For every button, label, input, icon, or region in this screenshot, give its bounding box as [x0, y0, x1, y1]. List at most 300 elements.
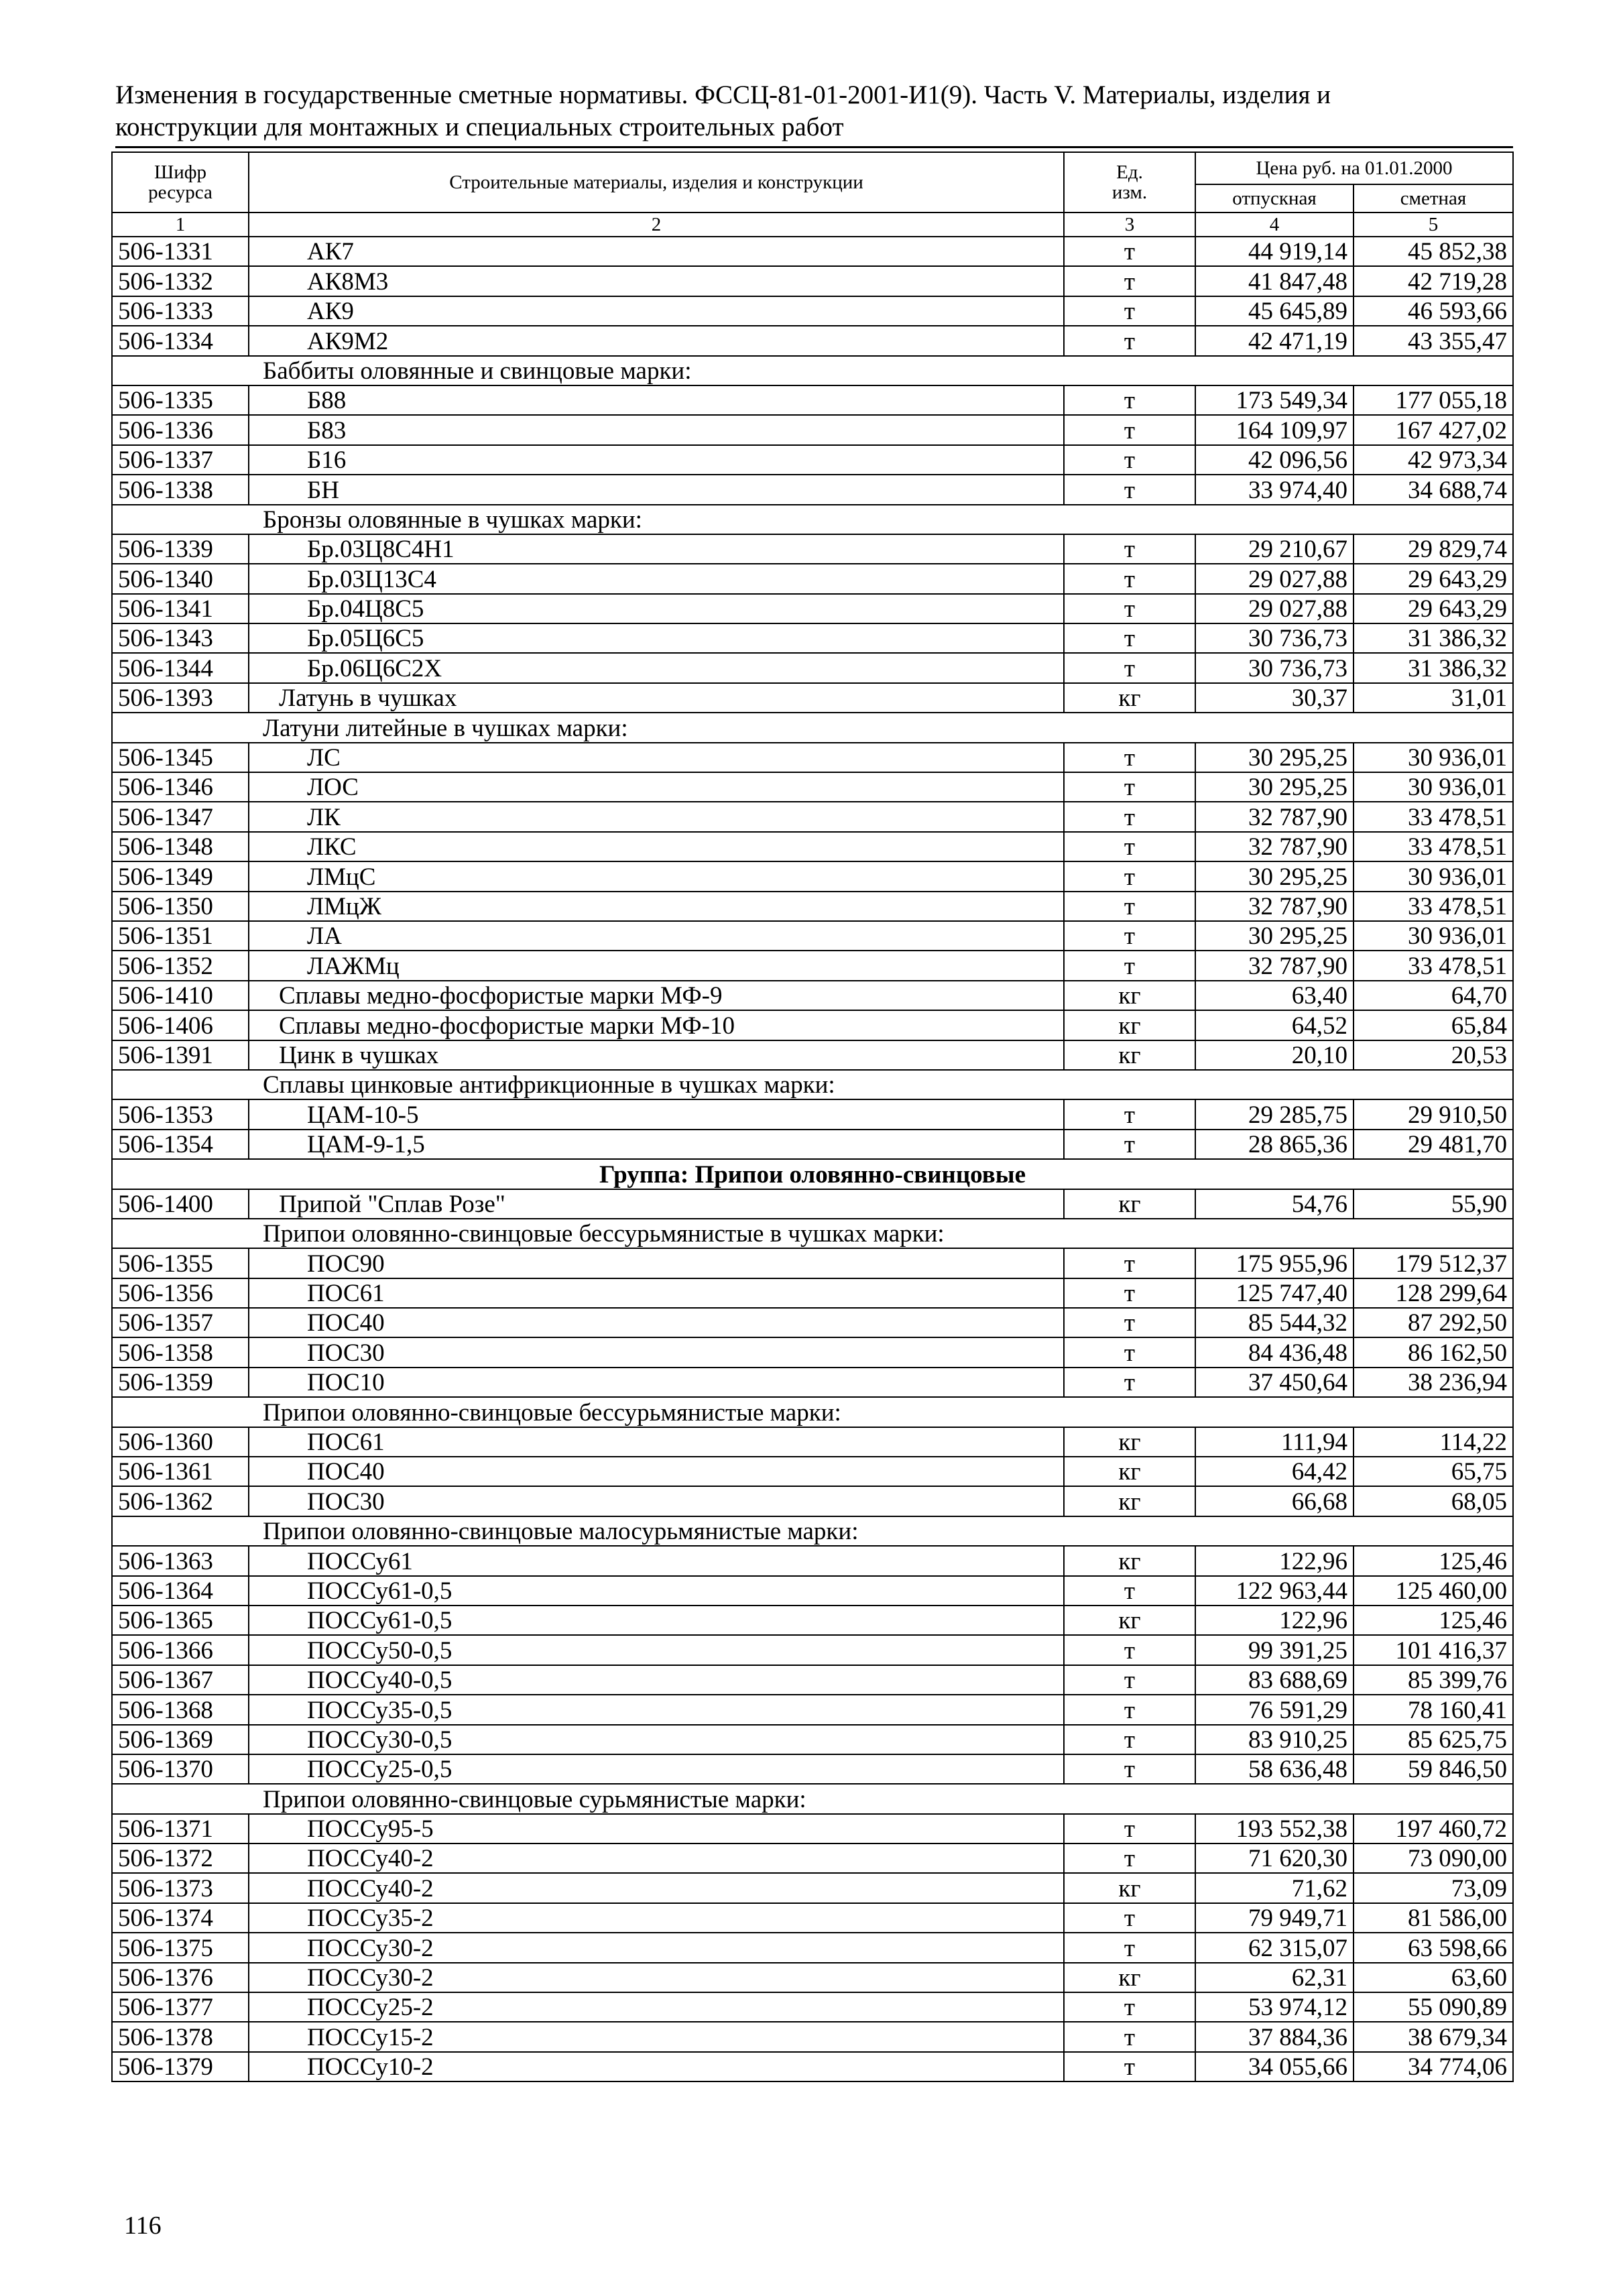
unit-of-measure: кг	[1064, 1189, 1195, 1219]
estimate-price: 43 355,47	[1354, 326, 1513, 355]
unit-of-measure: кг	[1064, 1486, 1195, 1516]
estimate-price: 29 643,29	[1354, 594, 1513, 623]
resource-code: 506-1367	[112, 1665, 249, 1695]
resource-code: 506-1346	[112, 772, 249, 802]
material-name: ПОС30	[249, 1337, 1064, 1367]
resource-code: 506-1371	[112, 1814, 249, 1844]
resource-code: 506-1333	[112, 296, 249, 326]
table-row	[112, 1457, 1513, 1486]
release-price: 79 949,71	[1195, 1903, 1354, 1933]
unit-of-measure: т	[1064, 1665, 1195, 1695]
release-price: 37 884,36	[1195, 2022, 1354, 2051]
table-row	[112, 1695, 1513, 1724]
estimate-price: 197 460,72	[1354, 1814, 1513, 1844]
section-heading-row	[112, 356, 1513, 385]
estimate-price: 87 292,50	[1354, 1308, 1513, 1337]
unit-column-header	[1064, 152, 1195, 213]
table-row	[112, 832, 1513, 861]
estimate-price: 63 598,66	[1354, 1933, 1513, 1962]
estimate-price: 177 055,18	[1354, 385, 1513, 415]
release-price: 30,37	[1195, 683, 1354, 713]
table-row	[112, 921, 1513, 951]
unit-of-measure: т	[1064, 1992, 1195, 2022]
material-name: Бр.03Ц8С4Н1	[249, 534, 1064, 564]
release-price: 58 636,48	[1195, 1754, 1354, 1784]
estimate-price: 45 852,38	[1354, 237, 1513, 266]
estimate-price: 31 386,32	[1354, 653, 1513, 682]
material-name: ПОССу30-0,5	[249, 1725, 1064, 1754]
table-row	[112, 1933, 1513, 1962]
resource-code: 506-1344	[112, 653, 249, 682]
material-name: АК8М3	[249, 266, 1064, 296]
release-price: 84 436,48	[1195, 1337, 1354, 1367]
estimate-price: 42 973,34	[1354, 445, 1513, 475]
material-name: ПОССу95-5	[249, 1814, 1064, 1844]
resource-code: 506-1348	[112, 832, 249, 861]
estimate-price: 42 719,28	[1354, 266, 1513, 296]
unit-of-measure: т	[1064, 1337, 1195, 1367]
release-price: 42 096,56	[1195, 445, 1354, 475]
estimate-price: 33 478,51	[1354, 892, 1513, 921]
table-row	[112, 475, 1513, 504]
release-price: 76 591,29	[1195, 1695, 1354, 1724]
resource-code: 506-1376	[112, 1963, 249, 1992]
material-name: Сплавы медно-фосфористые марки МФ-9	[249, 981, 1064, 1010]
estimate-price: 125 460,00	[1354, 1576, 1513, 1606]
unit-of-measure: т	[1064, 772, 1195, 802]
table-row	[112, 1844, 1513, 1873]
unit-of-measure: кг	[1064, 1963, 1195, 1992]
unit-of-measure: т	[1064, 892, 1195, 921]
estimate-price: 114,22	[1354, 1427, 1513, 1457]
release-price: 125 747,40	[1195, 1278, 1354, 1308]
release-price: 173 549,34	[1195, 385, 1354, 415]
unit-of-measure: кг	[1064, 1457, 1195, 1486]
estimate-price: 55,90	[1354, 1189, 1513, 1219]
resource-code: 506-1378	[112, 2022, 249, 2051]
table-row	[112, 1278, 1513, 1308]
table-row	[112, 623, 1513, 653]
unit-of-measure: т	[1064, 802, 1195, 831]
release-price: 32 787,90	[1195, 832, 1354, 861]
material-name: ПОССу40-2	[249, 1844, 1064, 1873]
resource-code: 506-1372	[112, 1844, 249, 1873]
table-row	[112, 1665, 1513, 1695]
unit-of-measure: кг	[1064, 1040, 1195, 1070]
material-name: Б88	[249, 385, 1064, 415]
resource-code: 506-1368	[112, 1695, 249, 1724]
release-price: 37 450,64	[1195, 1368, 1354, 1397]
resource-code: 506-1339	[112, 534, 249, 564]
estimate-price: 30 936,01	[1354, 743, 1513, 772]
release-price: 64,42	[1195, 1457, 1354, 1486]
estimate-price: 29 910,50	[1354, 1099, 1513, 1129]
unit-of-measure: т	[1064, 1308, 1195, 1337]
release-price: 164 109,97	[1195, 415, 1354, 444]
release-price: 83 910,25	[1195, 1725, 1354, 1754]
column-number-4: 4	[1195, 213, 1354, 237]
estimate-price: 30 936,01	[1354, 921, 1513, 951]
resource-code: 506-1358	[112, 1337, 249, 1367]
table-row	[112, 564, 1513, 593]
resource-code: 506-1370	[112, 1754, 249, 1784]
section-heading-row	[112, 1516, 1513, 1546]
release-price: 33 974,40	[1195, 475, 1354, 504]
release-price: 83 688,69	[1195, 1665, 1354, 1695]
estimate-price: 31 386,32	[1354, 623, 1513, 653]
unit-of-measure: т	[1064, 385, 1195, 415]
material-name: БН	[249, 475, 1064, 504]
unit-of-measure: т	[1064, 1099, 1195, 1129]
resource-code: 506-1352	[112, 951, 249, 980]
release-price: 122 963,44	[1195, 1576, 1354, 1606]
release-price: 111,94	[1195, 1427, 1354, 1457]
unit-of-measure: т	[1064, 921, 1195, 951]
material-name: ПОССу40-0,5	[249, 1665, 1064, 1695]
column-number-5: 5	[1354, 213, 1513, 237]
material-name: ПОССу61-0,5	[249, 1606, 1064, 1635]
table-row	[112, 1576, 1513, 1606]
material-name: ПОС30	[249, 1486, 1064, 1516]
section-heading: Припои оловянно-свинцовые сурьмянистые марки:	[112, 1784, 1513, 1813]
column-number-3: 3	[1064, 213, 1195, 237]
material-name: ЛАЖМц	[249, 951, 1064, 980]
release-price: 193 552,38	[1195, 1814, 1354, 1844]
estimate-price: 29 481,70	[1354, 1130, 1513, 1159]
estimate-price: 65,84	[1354, 1010, 1513, 1040]
resource-code: 506-1349	[112, 861, 249, 891]
table-row	[112, 951, 1513, 980]
table-row	[112, 445, 1513, 475]
section-heading-row	[112, 1219, 1513, 1248]
material-name: ПОС10	[249, 1368, 1064, 1397]
release-price: 45 645,89	[1195, 296, 1354, 326]
section-heading-row	[112, 713, 1513, 742]
material-name: ЛМцС	[249, 861, 1064, 891]
table-row	[112, 743, 1513, 772]
estimate-price: 59 846,50	[1354, 1754, 1513, 1784]
estimate-price: 81 586,00	[1354, 1903, 1513, 1933]
resource-code: 506-1373	[112, 1873, 249, 1902]
resource-code: 506-1345	[112, 743, 249, 772]
resource-code: 506-1400	[112, 1189, 249, 1219]
code-header-line-1: Шифр	[154, 162, 207, 183]
resource-code: 506-1362	[112, 1486, 249, 1516]
material-name: Припой "Сплав Розе"	[249, 1189, 1064, 1219]
resource-code: 506-1406	[112, 1010, 249, 1040]
estimate-price-header: сметная	[1354, 184, 1513, 213]
table-row	[112, 1427, 1513, 1457]
resource-code: 506-1337	[112, 445, 249, 475]
release-price: 30 736,73	[1195, 653, 1354, 682]
resource-code: 506-1365	[112, 1606, 249, 1635]
material-name: ПОС40	[249, 1308, 1064, 1337]
release-price: 54,76	[1195, 1189, 1354, 1219]
code-column-header	[112, 152, 249, 213]
section-heading: Сплавы цинковые антифрикционные в чушках марки:	[112, 1070, 1513, 1099]
table-row	[112, 326, 1513, 355]
resource-code: 506-1379	[112, 2052, 249, 2081]
material-name: ПОС61	[249, 1278, 1064, 1308]
unit-of-measure: т	[1064, 623, 1195, 653]
column-number-1: 1	[112, 213, 249, 237]
release-price: 64,52	[1195, 1010, 1354, 1040]
resource-code: 506-1331	[112, 237, 249, 266]
resource-code: 506-1334	[112, 326, 249, 355]
estimate-price: 65,75	[1354, 1457, 1513, 1486]
material-name: ЛА	[249, 921, 1064, 951]
unit-of-measure: кг	[1064, 1873, 1195, 1902]
release-price: 30 295,25	[1195, 743, 1354, 772]
estimate-price: 55 090,89	[1354, 1992, 1513, 2022]
material-name: ПОССу10-2	[249, 2052, 1064, 2081]
estimate-price: 33 478,51	[1354, 832, 1513, 861]
header-rule	[115, 146, 1513, 148]
unit-of-measure: т	[1064, 296, 1195, 326]
material-name: Бр.04Ц8С5	[249, 594, 1064, 623]
table-row	[112, 415, 1513, 444]
resource-code: 506-1350	[112, 892, 249, 921]
resource-code: 506-1360	[112, 1427, 249, 1457]
unit-of-measure: т	[1064, 1933, 1195, 1962]
material-name: ЛКС	[249, 832, 1064, 861]
table-row	[112, 1963, 1513, 1992]
estimate-price: 33 478,51	[1354, 951, 1513, 980]
estimate-price: 33 478,51	[1354, 802, 1513, 831]
table-row	[112, 1010, 1513, 1040]
estimate-price: 34 688,74	[1354, 475, 1513, 504]
unit-of-measure: т	[1064, 743, 1195, 772]
table-row	[112, 266, 1513, 296]
section-heading: Бронзы оловянные в чушках марки:	[112, 505, 1513, 534]
table-row	[112, 861, 1513, 891]
estimate-price: 125,46	[1354, 1546, 1513, 1575]
material-name: Латунь в чушках	[249, 683, 1064, 713]
unit-of-measure: т	[1064, 1248, 1195, 1278]
material-name: ПОССу30-2	[249, 1933, 1064, 1962]
group-heading-row	[112, 1159, 1513, 1189]
material-name: АК9	[249, 296, 1064, 326]
table-row	[112, 1337, 1513, 1367]
table-row	[112, 1099, 1513, 1129]
page-header	[115, 79, 1513, 143]
unit-of-measure: т	[1064, 475, 1195, 504]
material-name: ПОС90	[249, 1248, 1064, 1278]
resource-code: 506-1375	[112, 1933, 249, 1962]
material-name: Бр.03Ц13С4	[249, 564, 1064, 593]
unit-of-measure: т	[1064, 237, 1195, 266]
unit-of-measure: т	[1064, 1844, 1195, 1873]
material-name: Б16	[249, 445, 1064, 475]
material-name: ПОССу25-0,5	[249, 1754, 1064, 1784]
table-row	[112, 1903, 1513, 1933]
unit-of-measure: кг	[1064, 1010, 1195, 1040]
resource-code: 506-1353	[112, 1099, 249, 1129]
price-table	[111, 152, 1514, 2082]
release-price: 20,10	[1195, 1040, 1354, 1070]
estimate-price: 46 593,66	[1354, 296, 1513, 326]
section-heading: Припои оловянно-свинцовые малосурьмянистые марки:	[112, 1516, 1513, 1546]
release-price: 85 544,32	[1195, 1308, 1354, 1337]
release-price: 34 055,66	[1195, 2052, 1354, 2081]
table-row	[112, 1040, 1513, 1070]
table-row	[112, 892, 1513, 921]
unit-of-measure: т	[1064, 951, 1195, 980]
release-price: 30 295,25	[1195, 772, 1354, 802]
resource-code: 506-1391	[112, 1040, 249, 1070]
section-heading: Баббиты оловянные и свинцовые марки:	[112, 356, 1513, 385]
estimate-price: 30 936,01	[1354, 861, 1513, 891]
section-heading-row	[112, 505, 1513, 534]
estimate-price: 29 829,74	[1354, 534, 1513, 564]
material-name: ПОССу15-2	[249, 2022, 1064, 2051]
table-row	[112, 1546, 1513, 1575]
estimate-price: 85 625,75	[1354, 1725, 1513, 1754]
material-name: ПОССу25-2	[249, 1992, 1064, 2022]
unit-of-measure: кг	[1064, 1606, 1195, 1635]
estimate-price: 101 416,37	[1354, 1635, 1513, 1665]
resource-code: 506-1357	[112, 1308, 249, 1337]
material-name: ЛК	[249, 802, 1064, 831]
table-row	[112, 683, 1513, 713]
estimate-price: 78 160,41	[1354, 1695, 1513, 1724]
unit-of-measure: т	[1064, 1754, 1195, 1784]
estimate-price: 179 512,37	[1354, 1248, 1513, 1278]
table-row	[112, 1635, 1513, 1665]
table-row	[112, 1814, 1513, 1844]
release-price: 63,40	[1195, 981, 1354, 1010]
release-price: 44 919,14	[1195, 237, 1354, 266]
unit-header-line-2: изм.	[1111, 182, 1148, 203]
release-price: 30 295,25	[1195, 861, 1354, 891]
table-row	[112, 1308, 1513, 1337]
material-name: ПОССу61-0,5	[249, 1576, 1064, 1606]
header-line-1: Изменения в государственные сметные нормативы. ФССЦ-81-01-2001-И1(9). Часть V. Материалы, изделия и	[115, 80, 1331, 109]
table-row	[112, 2052, 1513, 2081]
table-row	[112, 1754, 1513, 1784]
unit-of-measure: кг	[1064, 1427, 1195, 1457]
unit-of-measure: кг	[1064, 981, 1195, 1010]
table-row	[112, 2022, 1513, 2051]
estimate-price: 63,60	[1354, 1963, 1513, 1992]
resource-code: 506-1338	[112, 475, 249, 504]
resource-code: 506-1369	[112, 1725, 249, 1754]
release-price: 29 285,75	[1195, 1099, 1354, 1129]
code-header-line-2: ресурса	[148, 182, 213, 203]
material-name: ПОССу61	[249, 1546, 1064, 1575]
material-name: ЦАМ-10-5	[249, 1099, 1064, 1129]
resource-code: 506-1341	[112, 594, 249, 623]
unit-of-measure: кг	[1064, 683, 1195, 713]
table-row	[112, 1606, 1513, 1635]
unit-of-measure: т	[1064, 861, 1195, 891]
estimate-price: 20,53	[1354, 1040, 1513, 1070]
material-name: АК7	[249, 237, 1064, 266]
price-column-header: Цена руб. на 01.01.2000	[1195, 152, 1513, 184]
release-price: 29 027,88	[1195, 594, 1354, 623]
table-row	[112, 772, 1513, 802]
material-name: ПОССу30-2	[249, 1963, 1064, 1992]
resource-code: 506-1343	[112, 623, 249, 653]
estimate-price: 73,09	[1354, 1873, 1513, 1902]
unit-of-measure: т	[1064, 266, 1195, 296]
estimate-price: 68,05	[1354, 1486, 1513, 1516]
material-name: ПОССу40-2	[249, 1873, 1064, 1902]
estimate-price: 167 427,02	[1354, 415, 1513, 444]
unit-of-measure: т	[1064, 2022, 1195, 2051]
section-heading-row	[112, 1070, 1513, 1099]
release-price-header: отпускная	[1195, 184, 1354, 213]
estimate-price: 64,70	[1354, 981, 1513, 1010]
unit-of-measure: т	[1064, 653, 1195, 682]
estimate-price: 38 679,34	[1354, 2022, 1513, 2051]
unit-of-measure: кг	[1064, 1546, 1195, 1575]
unit-of-measure: т	[1064, 415, 1195, 444]
estimate-price: 30 936,01	[1354, 772, 1513, 802]
resource-code: 506-1351	[112, 921, 249, 951]
table-row	[112, 237, 1513, 266]
estimate-price: 29 643,29	[1354, 564, 1513, 593]
table-row	[112, 1189, 1513, 1219]
release-price: 66,68	[1195, 1486, 1354, 1516]
unit-of-measure: т	[1064, 1130, 1195, 1159]
estimate-price: 85 399,76	[1354, 1665, 1513, 1695]
unit-of-measure: т	[1064, 1725, 1195, 1754]
release-price: 62 315,07	[1195, 1933, 1354, 1962]
release-price: 28 865,36	[1195, 1130, 1354, 1159]
table-row	[112, 1725, 1513, 1754]
material-name: АК9М2	[249, 326, 1064, 355]
resource-code: 506-1374	[112, 1903, 249, 1933]
resource-code: 506-1361	[112, 1457, 249, 1486]
release-price: 71 620,30	[1195, 1844, 1354, 1873]
table-row	[112, 981, 1513, 1010]
unit-of-measure: т	[1064, 1635, 1195, 1665]
unit-of-measure: т	[1064, 1368, 1195, 1397]
page-number: 116	[124, 2212, 162, 2240]
resource-code: 506-1336	[112, 415, 249, 444]
release-price: 175 955,96	[1195, 1248, 1354, 1278]
resource-code: 506-1364	[112, 1576, 249, 1606]
estimate-price: 31,01	[1354, 683, 1513, 713]
table-row	[112, 1368, 1513, 1397]
release-price: 122,96	[1195, 1546, 1354, 1575]
section-heading-row	[112, 1397, 1513, 1427]
resource-code: 506-1332	[112, 266, 249, 296]
release-price: 32 787,90	[1195, 892, 1354, 921]
name-column-header: Строительные материалы, изделия и конструкции	[249, 152, 1064, 213]
release-price: 62,31	[1195, 1963, 1354, 1992]
section-heading: Латуни литейные в чушках марки:	[112, 713, 1513, 742]
table-body	[112, 237, 1513, 2081]
material-name: ПОССу35-0,5	[249, 1695, 1064, 1724]
material-name: ПОССу35-2	[249, 1903, 1064, 1933]
resource-code: 506-1347	[112, 802, 249, 831]
resource-code: 506-1340	[112, 564, 249, 593]
unit-of-measure: т	[1064, 594, 1195, 623]
unit-of-measure: т	[1064, 2052, 1195, 2081]
resource-code: 506-1410	[112, 981, 249, 1010]
unit-of-measure: т	[1064, 534, 1195, 564]
material-name: ЛОС	[249, 772, 1064, 802]
resource-code: 506-1393	[112, 683, 249, 713]
section-heading: Припои оловянно-свинцовые бессурьмянистые марки:	[112, 1397, 1513, 1427]
material-name: Б83	[249, 415, 1064, 444]
resource-code: 506-1359	[112, 1368, 249, 1397]
material-name: ЛМцЖ	[249, 892, 1064, 921]
resource-code: 506-1354	[112, 1130, 249, 1159]
table-row	[112, 653, 1513, 682]
